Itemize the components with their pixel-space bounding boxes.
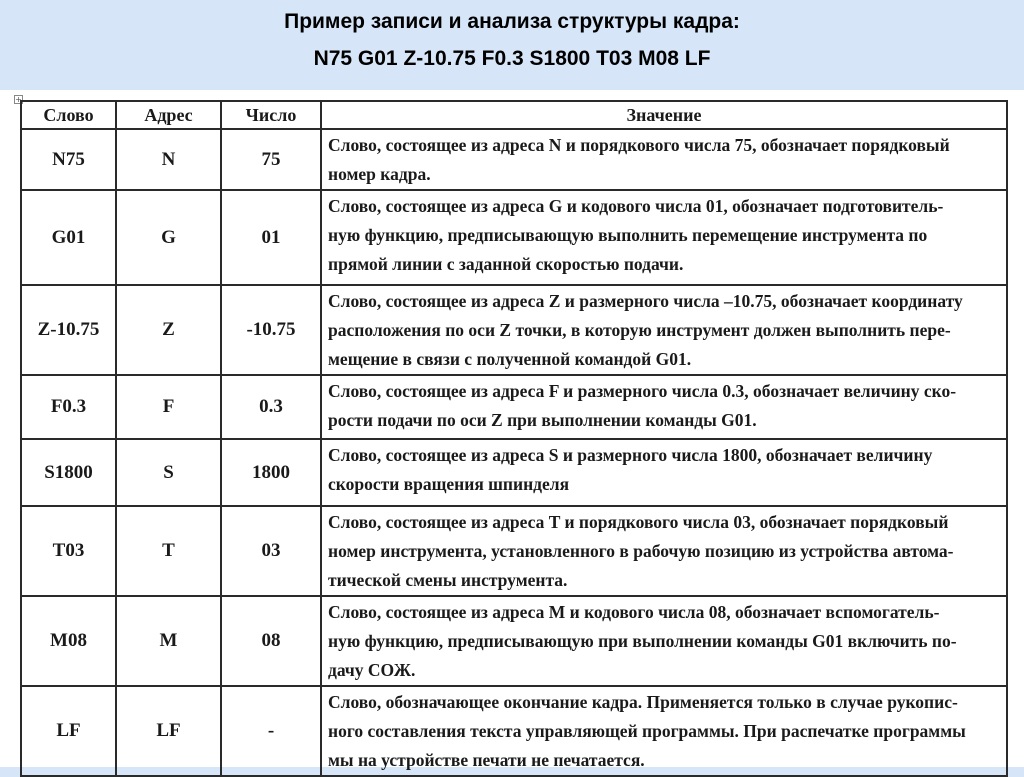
cell-address: Z [116,285,221,375]
cell-address: N [116,129,221,190]
cell-word: T03 [21,506,116,596]
block-example: N75 G01 Z-10.75 F0.3 S1800 T03 M08 LF [313,47,711,70]
table-row [21,439,1007,506]
column-header-number: Число [221,101,321,129]
table-row [21,686,1007,776]
cell-meaning: Слово, состоящее из адреса G и кодового числа 01, обозначает подготовитель- ную функцию, предписывающую выполнить перемещение инструмента по прямой линии с заданной скоростью подачи. [321,190,1007,285]
column-header-word: Слово [21,101,116,129]
block-structure-table [20,100,1008,777]
cell-address: F [116,375,221,439]
slide-header [0,0,1024,90]
cell-number: 75 [221,129,321,190]
column-header-address: Адрес [116,101,221,129]
cell-word: F0.3 [21,375,116,439]
cell-meaning: Слово, состоящее из адреса T и порядкового числа 03, обозначает порядковый номер инструмента, установленного в рабочую позицию из устройства автома- тической смены инструмента. [321,506,1007,596]
cell-meaning: Слово, состоящее из адреса N и порядкового числа 75, обозначает порядковый номер кадра. [321,129,1007,190]
table-row [21,190,1007,285]
table-row [21,375,1007,439]
cell-word: M08 [21,596,116,686]
cell-number: 0.3 [221,375,321,439]
anchor-icon: + [15,95,22,104]
cell-meaning: Слово, состоящее из адреса F и размерного числа 0.3, обозначает величину ско- рости подачи по оси Z при выполнении команды G01. [321,375,1007,439]
column-header-meaning: Значение [321,101,1007,129]
cell-word: LF [21,686,116,776]
cell-number: 08 [221,596,321,686]
cell-address: LF [116,686,221,776]
table-row [21,506,1007,596]
cell-number: - [221,686,321,776]
cell-number: 1800 [221,439,321,506]
cell-number: 03 [221,506,321,596]
table-row [21,285,1007,375]
cell-meaning: Слово, состоящее из адреса S и размерного числа 1800, обозначает величину скорости вращения шпинделя [321,439,1007,506]
cell-address: G [116,190,221,285]
cell-word: N75 [21,129,116,190]
table-row [21,596,1007,686]
cell-word: S1800 [21,439,116,506]
cell-meaning: Слово, состоящее из адреса M и кодового числа 08, обозначает вспомогатель- ную функцию, предписывающую при выполнении команды G01 включить по- дачу СОЖ. [321,596,1007,686]
table-row [21,129,1007,190]
cell-address: S [116,439,221,506]
cell-meaning: Слово, состоящее из адреса Z и размерного числа –10.75, обозначает координату расположения по оси Z точки, в которую инструмент должен выполнить пере- мещение в связи с полученной командой G01. [321,285,1007,375]
cell-word: G01 [21,190,116,285]
cell-address: M [116,596,221,686]
slide-title: Пример записи и анализа структуры кадра: [284,10,740,33]
cell-number: 01 [221,190,321,285]
cell-address: T [116,506,221,596]
cell-number: -10.75 [221,285,321,375]
slide-body [0,90,1024,770]
cell-word: Z-10.75 [21,285,116,375]
table-header-row [21,101,1007,129]
cell-meaning: Слово, обозначающее окончание кадра. Применяется только в случае рукопис- ного составления текста управляющей программы. При распечатке программы мы на устройстве печати не печатается. [321,686,1007,776]
